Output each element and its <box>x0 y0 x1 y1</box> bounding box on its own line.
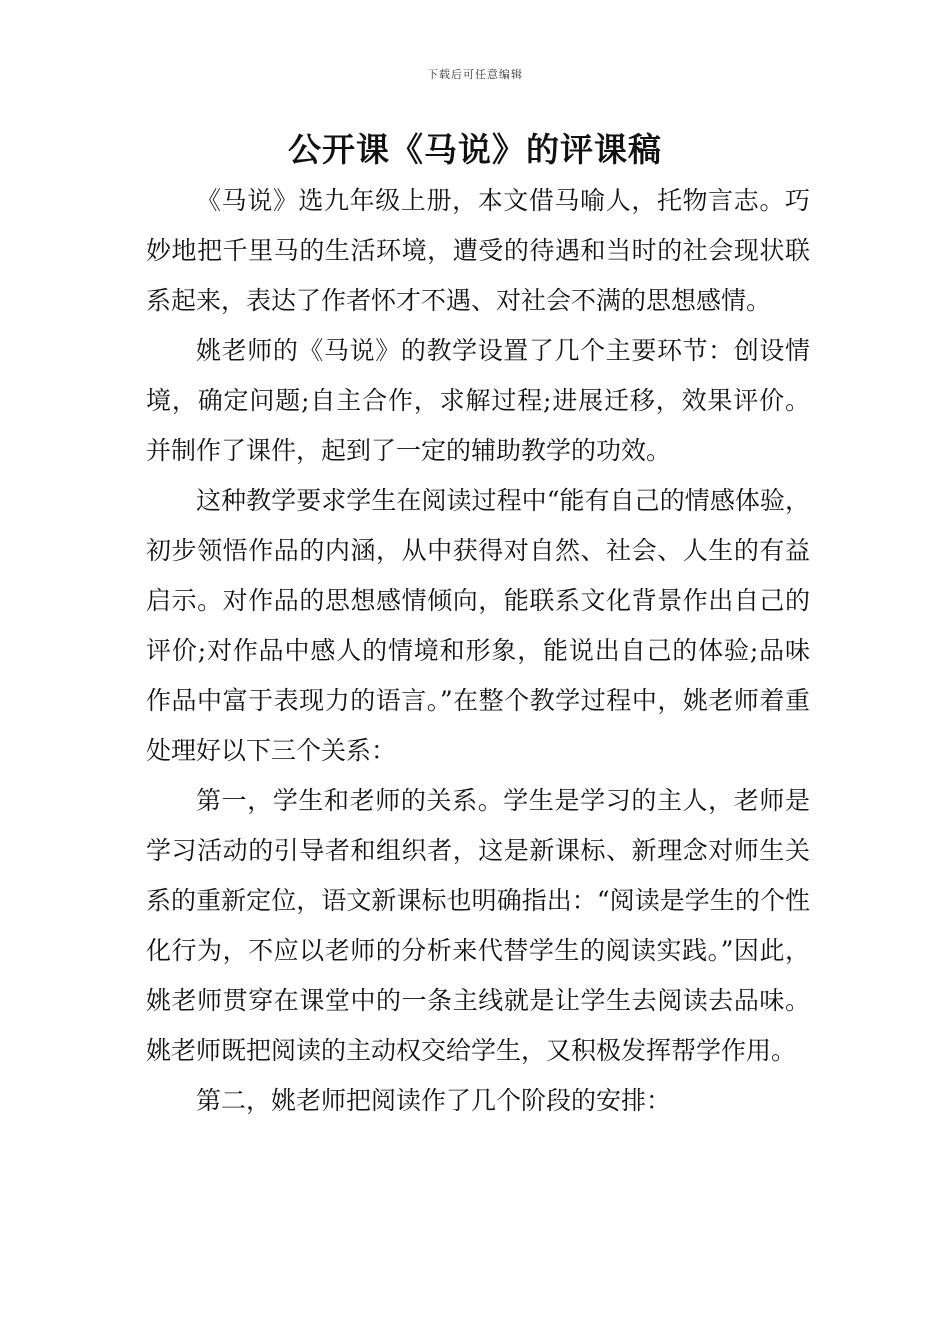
header-note: 下载后可任意编辑 <box>427 68 523 81</box>
paragraph: 《马说》选九年级上册，本文借马喻人，托物言志。巧妙地把千里马的生活环境，遭受的待遇和当时的社会现状联系起来，表达了作者怀才不遇、对社会不满的思想感情。 <box>146 186 810 315</box>
paragraph: 第二，姚老师把阅读作了几个阶段的安排： <box>196 1086 672 1115</box>
document-body <box>146 176 810 1126</box>
paragraph: 这种教学要求学生在阅读过程中“能有自己的情感体验，初步领悟作品的内涵，从中获得对自然、社会、人生的有益启示。对作品的思想感情倾向，能联系文化背景作出自己的评价;对作品中感人的情境和形象，能说出自己的体验;品味作品中富于表现力的语言。”在整个教学过程中，姚老师着重处理好以下三个关系： <box>146 486 810 765</box>
page-title: 公开课《马说》的评课稿 <box>288 130 662 169</box>
paragraph: 第一，学生和老师的关系。学生是学习的主人，老师是学习活动的引导者和组织者，这是新课标、新理念对师生关系的重新定位，语文新课标也明确指出：“阅读是学生的个性化行为，不应以老师的分析来代替学生的阅读实践。”因此，姚老师贯穿在课堂中的一条主线就是让学生去阅读去品味。姚老师既把阅读的主动权交给学生，又积极发挥帮学作用。 <box>146 786 810 1065</box>
paragraph: 姚老师的《马说》的教学设置了几个主要环节：创设情境，确定问题;自主合作，求解过程;进展迁移，效果评价。并制作了课件，起到了一定的辅助教学的功效。 <box>146 336 810 465</box>
